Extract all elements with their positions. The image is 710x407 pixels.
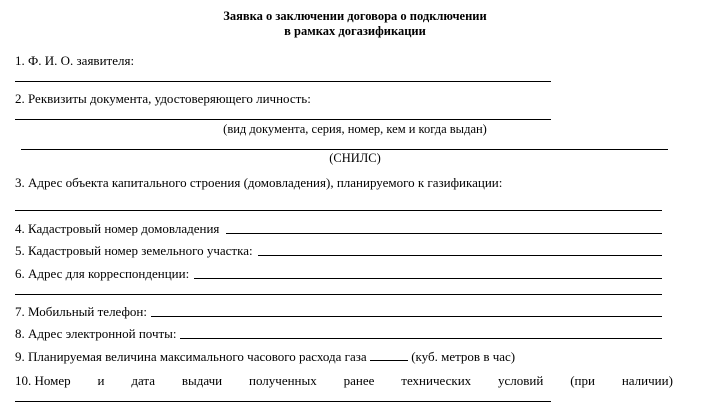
field-10-word: и <box>97 373 105 388</box>
field-4-label: 4. Кадастровый номер домовладения <box>15 221 220 236</box>
field-10-word: (при <box>570 373 595 388</box>
field-7-label: 7. Мобильный телефон: <box>15 304 147 319</box>
field-7-line[interactable] <box>151 316 662 317</box>
field-8-label: 8. Адрес электронной почты: <box>15 326 177 341</box>
field-9-label: 9. Планируемая величина максимального часового расхода газа <box>15 349 367 364</box>
field-1-label: 1. Ф. И. О. заявителя: <box>15 53 135 68</box>
document-title-line2: в рамках догазификации <box>284 24 426 38</box>
field-5-line[interactable] <box>258 255 662 256</box>
field-10-word: полученных <box>249 373 317 388</box>
field-10-word: условий <box>498 373 544 388</box>
field-5-label: 5. Кадастровый номер земельного участка: <box>15 243 253 258</box>
field-9-input-line[interactable] <box>370 350 408 361</box>
field-10-word: выдачи <box>181 373 223 388</box>
snils-line[interactable] <box>21 149 668 150</box>
field-9-row <box>15 349 515 364</box>
field-10-label <box>15 373 673 388</box>
field-1-line[interactable] <box>15 81 551 82</box>
field-4-line[interactable] <box>226 233 662 234</box>
field-10-word: ранее <box>343 373 375 388</box>
field-2-caption: (вид документа, серия, номер, кем и когда выдан) <box>223 122 487 136</box>
field-9-unit: (куб. метров в час) <box>411 349 516 364</box>
field-10-word: наличии) <box>621 373 673 388</box>
field-10-line[interactable] <box>15 401 551 402</box>
snils-caption: (СНИЛС) <box>329 151 381 165</box>
field-3-line[interactable] <box>15 210 662 211</box>
field-6-line-2[interactable] <box>15 294 662 295</box>
field-2-line[interactable] <box>15 119 551 120</box>
field-10-word: 10. Номер <box>15 373 71 388</box>
document-title-line1: Заявка о заключении договора о подключении <box>223 9 487 23</box>
field-2-label: 2. Реквизиты документа, удостоверяющего личность: <box>15 91 311 106</box>
field-8-line[interactable] <box>180 338 662 339</box>
field-6-label: 6. Адрес для корреспонденции: <box>15 266 190 281</box>
field-10-word: технических <box>401 373 472 388</box>
field-3-label: 3. Адрес объекта капитального строения (домовладения), планируемого к газификации: <box>15 175 503 190</box>
field-6-line[interactable] <box>194 278 662 279</box>
field-10-word: дата <box>131 373 156 388</box>
